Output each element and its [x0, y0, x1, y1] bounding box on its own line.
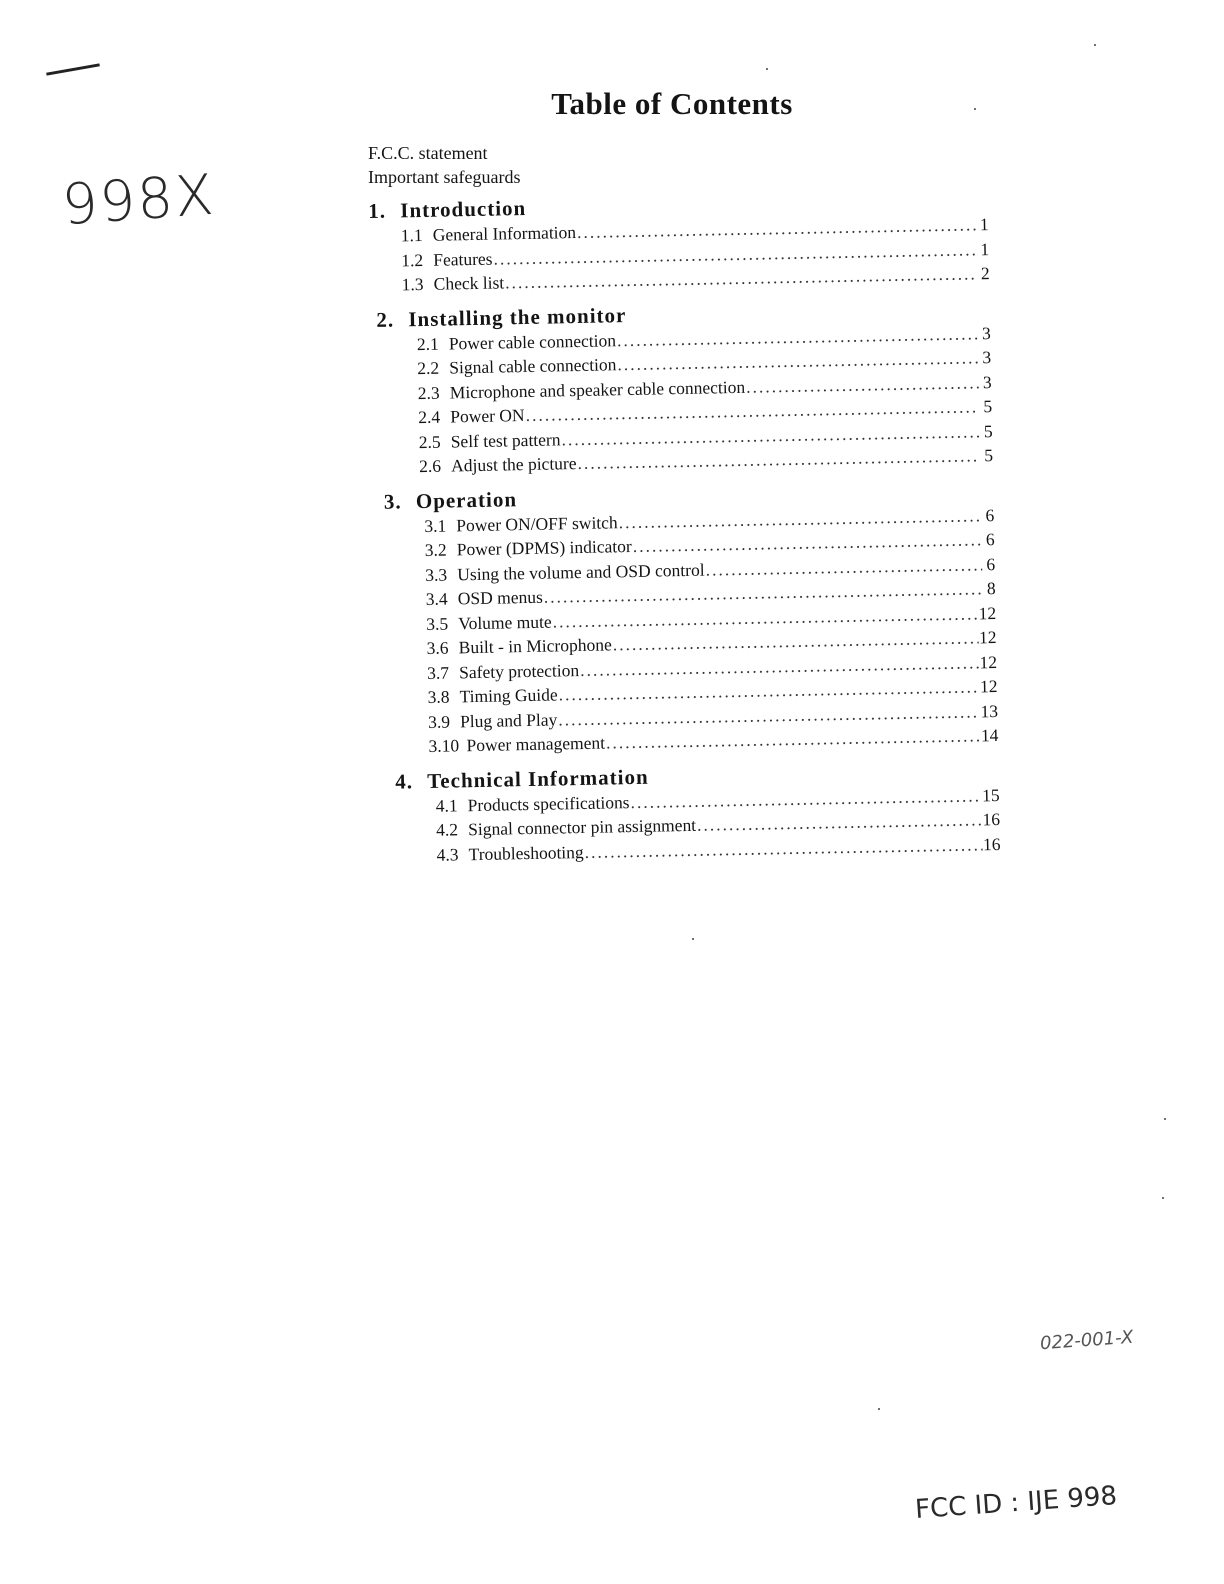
toc-entry-label: Features	[433, 248, 493, 270]
toc-entry-label: Microphone and speaker cable connection	[449, 376, 746, 402]
toc-entry-label: Built - in Microphone	[458, 634, 612, 658]
toc-entry-page: 1	[979, 214, 989, 235]
toc-entry-number: 2.3	[417, 382, 440, 403]
toc-section-title: Introduction	[400, 195, 527, 223]
toc-section-number: 2.	[376, 307, 395, 332]
toc-entry-number: 3.8	[427, 686, 450, 707]
toc-entry-label: Using the volume and OSD control	[457, 559, 705, 584]
toc-entry-page: 5	[983, 420, 993, 441]
toc-section	[395, 755, 1001, 867]
toc-entry-label: Self test pattern	[450, 428, 561, 451]
toc-entry-number: 3.5	[426, 613, 449, 634]
toc-entry-page: 13	[980, 700, 999, 721]
toc-entry-number: 3.3	[425, 564, 448, 585]
toc-entry-page: 12	[979, 676, 998, 697]
toc-entry-label: Products specifications	[467, 791, 630, 815]
scan-speck	[1094, 44, 1096, 46]
toc-section-title: Operation	[415, 486, 518, 513]
toc-entry-page: 3	[981, 322, 991, 343]
toc-entry-number: 2.2	[417, 357, 440, 379]
handwritten-model-mark: 998X	[59, 162, 218, 239]
pen-dash-mark	[46, 63, 100, 75]
toc-section	[368, 185, 990, 297]
toc-entry-number: 3.10	[428, 735, 460, 756]
toc-entry-number: 1.2	[401, 249, 424, 270]
scan-speck	[692, 938, 694, 940]
toc-entry-label: Plug and Play	[459, 708, 558, 731]
toc-entry-label: Safety protection	[458, 659, 580, 682]
toc-entry-label: Power (DPMS) indicator	[456, 536, 632, 560]
toc-entry-number: 3.7	[426, 662, 450, 683]
toc-entry-page: 12	[979, 651, 998, 672]
preamble-safeguards: Important safeguards	[368, 167, 521, 187]
toc-entry-number: 4.1	[435, 794, 458, 816]
scan-speck	[974, 108, 976, 110]
toc-entry-number: 2.1	[416, 333, 439, 354]
toc-entry-label: Signal cable connection	[449, 354, 617, 378]
toc-section-number: 1.	[368, 198, 387, 223]
toc-entry-page: 16	[982, 833, 1001, 854]
table-of-contents	[368, 185, 1001, 876]
toc-entry-number: 1.3	[401, 273, 424, 295]
scan-speck	[878, 1408, 880, 1410]
toc-entry-label: General Information	[432, 222, 577, 245]
toc-entry-number: 4.2	[435, 819, 459, 840]
toc-entry-number: 4.3	[436, 843, 459, 865]
toc-entry-number: 2.6	[418, 455, 442, 477]
scan-speck	[1162, 1197, 1164, 1199]
toc-entry-label: Power management	[466, 732, 606, 756]
toc-section	[376, 294, 993, 480]
toc-entry-label: Troubleshooting	[468, 841, 584, 864]
toc-entry-label: Adjust the picture	[450, 453, 577, 476]
toc-entry-page: 6	[986, 553, 996, 574]
toc-entry-page: 5	[984, 445, 994, 466]
toc-entry-label: Signal connector pin assignment	[467, 814, 697, 840]
toc-entry-page: 1	[980, 238, 990, 259]
toc-entry-number: 1.1	[400, 224, 423, 246]
toc-section	[384, 476, 999, 760]
scan-speck	[1164, 1118, 1166, 1120]
toc-section-title: Installing the monitor	[408, 302, 627, 331]
scan-speck	[766, 68, 768, 70]
toc-entry-label: Power cable connection	[448, 329, 617, 353]
toc-entry-page: 2	[980, 263, 990, 284]
toc-entry-number: 3.6	[426, 637, 449, 658]
toc-entry-label: Power ON	[450, 405, 525, 427]
toc-section-number: 3.	[383, 488, 402, 514]
toc-entry-number: 3.4	[425, 588, 448, 609]
toc-entry-number: 3.9	[427, 711, 451, 732]
toc-section-number: 4.	[394, 768, 414, 794]
toc-entry-label: Power ON/OFF switch	[456, 511, 618, 535]
handwritten-reference: 022-001-X	[1039, 1326, 1135, 1355]
toc-entry-page: 5	[983, 396, 993, 417]
toc-entry-number: 3.2	[424, 539, 447, 560]
toc-entry-label: OSD menus	[457, 586, 543, 609]
toc-entry-number: 2.4	[418, 406, 441, 428]
toc-entry-page: 14	[980, 724, 999, 746]
toc-entry-label: Volume mute	[457, 611, 552, 633]
toc-entry-page: 12	[978, 602, 997, 623]
handwritten-fcc-id: FCC ID : IJE 998	[914, 1480, 1118, 1526]
toc-entry-page: 15	[981, 784, 1000, 805]
toc-section-title: Technical Information	[426, 764, 649, 793]
toc-entry-page: 12	[978, 627, 997, 648]
toc-entry-label: Check list	[433, 272, 505, 294]
toc-entry-number: 2.5	[418, 431, 441, 452]
toc-entry-page: 6	[985, 504, 995, 525]
toc-entry-page: 6	[985, 529, 995, 550]
page-title: Table of Contents	[551, 86, 793, 121]
toc-entry-page: 3	[982, 347, 992, 368]
toc-entry-page: 16	[982, 808, 1001, 830]
toc-entry-label: Timing Guide	[459, 684, 558, 707]
toc-entry-number: 3.1	[424, 515, 447, 536]
toc-entry-page: 3	[982, 371, 992, 392]
toc-entry-page: 8	[986, 578, 996, 599]
preamble-fcc-statement: F.C.C. statement	[368, 143, 488, 163]
